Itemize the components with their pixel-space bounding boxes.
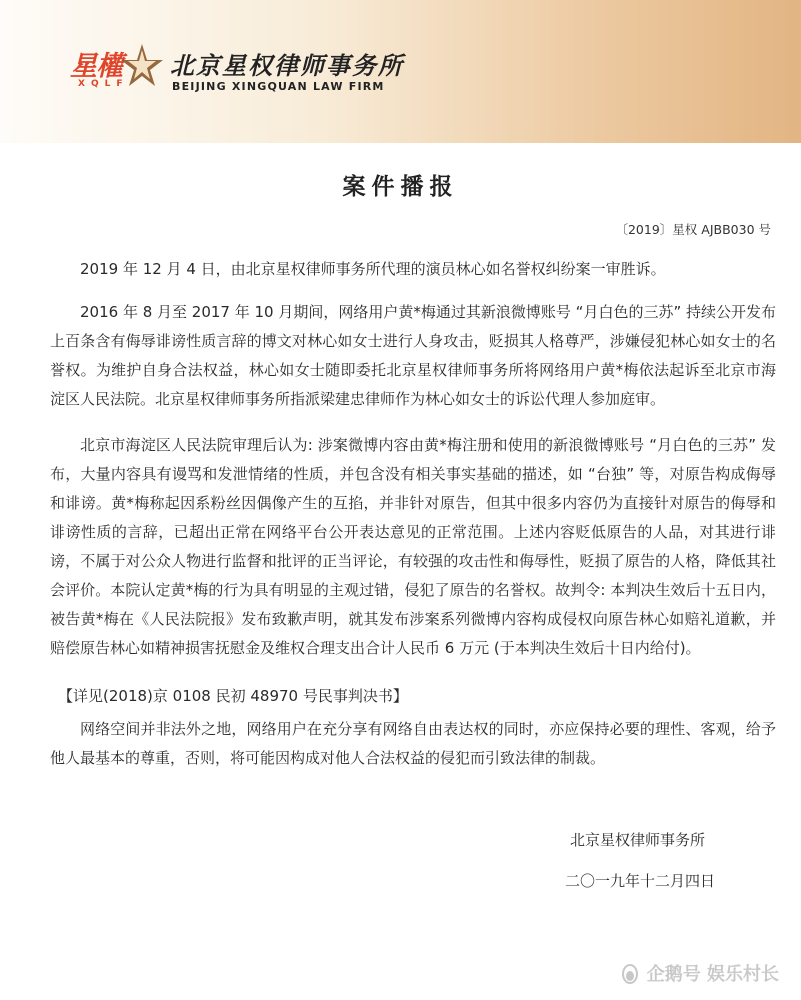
paragraph-judgment: 北京市海淀区人民法院审理后认为: 涉案微博内容由黄*梅注册和使用的新浪微博账号 “月白色的三苏” 发布，大量内容具有谩骂和发泄情绪的性质，并包含没有相关事实基础的描述，如 “台独” 等，对原告构成侮辱和诽谤。黄*梅称起因系粉丝因偶像产生的互掐，并非针对原告，但其中很多内容仍为直接针对原告的侮辱和诽谤性质的言辞，已超出正常在网络平台公开表达意见的正常范围。上述内容贬低原告的人品，对其进行诽谤，不属于对公众人物进行监督和批评的正当评论，有较强的攻击性和侮辱性，贬损了原告的人格，降低其社会评价。本院认定黄*梅的行为具有明显的主观过错，侵犯了原告的名誉权。故判令: 本判决生效后十五日内，被告黄*梅在《人民法院报》发布致歉声明，就其发布涉案系列微博内容构成侵权向原告林心如赔礼道歉，并赔偿原告林心如精神损害抚慰金及维权合理支出合计人民币 6 万元 (于本判决生效后十日内给付)。 bbox=[50, 436, 776, 657]
case-number: 〔2019〕星权 AJBB030 号 bbox=[615, 222, 771, 237]
paragraph-background: 2016 年 8 月至 2017 年 10 月期间，网络用户黄*梅通过其新浪微博账号 “月白色的三苏” 持续公开发布上百条含有侮辱诽谤性质言辞的博文对林心如女士进行人身攻击，贬损其人格尊严，涉嫌侵犯林心如女士的名誉权。为维护自身合法权益，林心如女士随即委托北京星权律师事务所将网络用户黄*梅依法起诉至北京市海淀区人民法院。北京星权律师事务所指派梁建忠律师作为林心如女士的诉讼代理人参加庭审。 bbox=[50, 303, 776, 408]
paragraph-intro: 2019 年 12 月 4 日，由北京星权律师事务所代理的演员林心如名誉权纠纷案一审胜诉。 bbox=[80, 260, 666, 278]
letterhead bbox=[0, 0, 801, 143]
judgment-reference: 【详见(2018)京 0108 民初 48970 号民事判决书】 bbox=[58, 687, 408, 705]
firm-name-en: BEIJING XINGQUAN LAW FIRM bbox=[172, 80, 385, 93]
watermark bbox=[619, 960, 779, 986]
signature-org: 北京星权律师事务所 bbox=[570, 831, 706, 849]
star-logo-icon bbox=[120, 42, 164, 90]
watermark-text: 企鹅号 娱乐村长 bbox=[646, 964, 779, 985]
logo-text-cn: 星權 bbox=[70, 51, 122, 82]
logo-text-en: XQLF bbox=[78, 79, 129, 89]
document-title: 案件播报 bbox=[342, 174, 459, 200]
paragraph-conclusion: 网络空间并非法外之地，网络用户在充分享有网络自由表达权的同时，亦应保持必要的理性、客观，给予他人最基本的尊重，否则，将可能因构成对他人合法权益的侵犯而引致法律的制裁。 bbox=[50, 720, 776, 767]
firm-name-cn: 北京星权律师事务所 bbox=[170, 51, 404, 80]
penguin-icon bbox=[619, 962, 641, 984]
signature-date: 二〇一九年十二月四日 bbox=[565, 872, 716, 890]
